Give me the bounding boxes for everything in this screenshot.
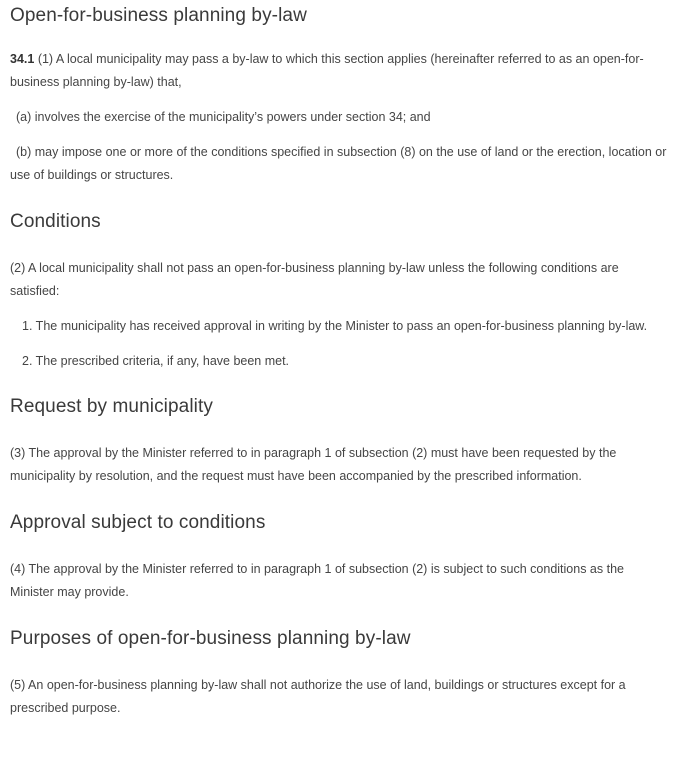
paragraph-5: (5) An open-for-business planning by-law shall not authorize the use of land, buildings or structures except for a prescribed purpose. <box>10 678 626 715</box>
list-item-2: 2. The prescribed criteria, if any, have been met. <box>22 354 290 368</box>
list-item-1-text: The municipality has received approval in writing by the Minister to pass an open-for-business planning by-law. <box>32 319 648 333</box>
clause-b <box>10 141 669 187</box>
section-heading-approval: Approval subject to conditions <box>10 512 266 533</box>
list-item-1-marker: 1. <box>22 319 33 333</box>
section-heading-open-for-business: Open-for-business planning by-law <box>10 5 307 26</box>
clause-b-marker: (b) <box>16 145 32 159</box>
paragraph-34-1-text: (1) A local municipality may pass a by-law to which this section applies (hereinafter referred to as an open-for-business planning by-law) that, <box>10 52 644 89</box>
list-item-1 <box>10 315 669 338</box>
clause-b-text: may impose one or more of the conditions specified in subsection (8) on the use of land or the erection, location or use of buildings or structures. <box>10 145 667 182</box>
paragraph-4: (4) The approval by the Minister referred to in paragraph 1 of subsection (2) is subject to such conditions as the Minister may provide. <box>10 562 624 599</box>
section-heading-conditions: Conditions <box>10 211 101 232</box>
clause-a: (a) involves the exercise of the municipality’s powers under section 34; and <box>16 110 431 124</box>
paragraph-3: (3) The approval by the Minister referred to in paragraph 1 of subsection (2) must have been requested by the municipality by resolution, and the request must have been accompanied by the prescribed information. <box>10 446 617 483</box>
section-number: 34.1 <box>10 52 35 66</box>
paragraph-2: (2) A local municipality shall not pass an open-for-business planning by-law unless the following conditions are satisfied: <box>10 261 619 298</box>
paragraph-34-1 <box>10 48 669 94</box>
section-heading-purposes: Purposes of open-for-business planning by-law <box>10 628 411 649</box>
section-heading-request: Request by municipality <box>10 396 213 417</box>
